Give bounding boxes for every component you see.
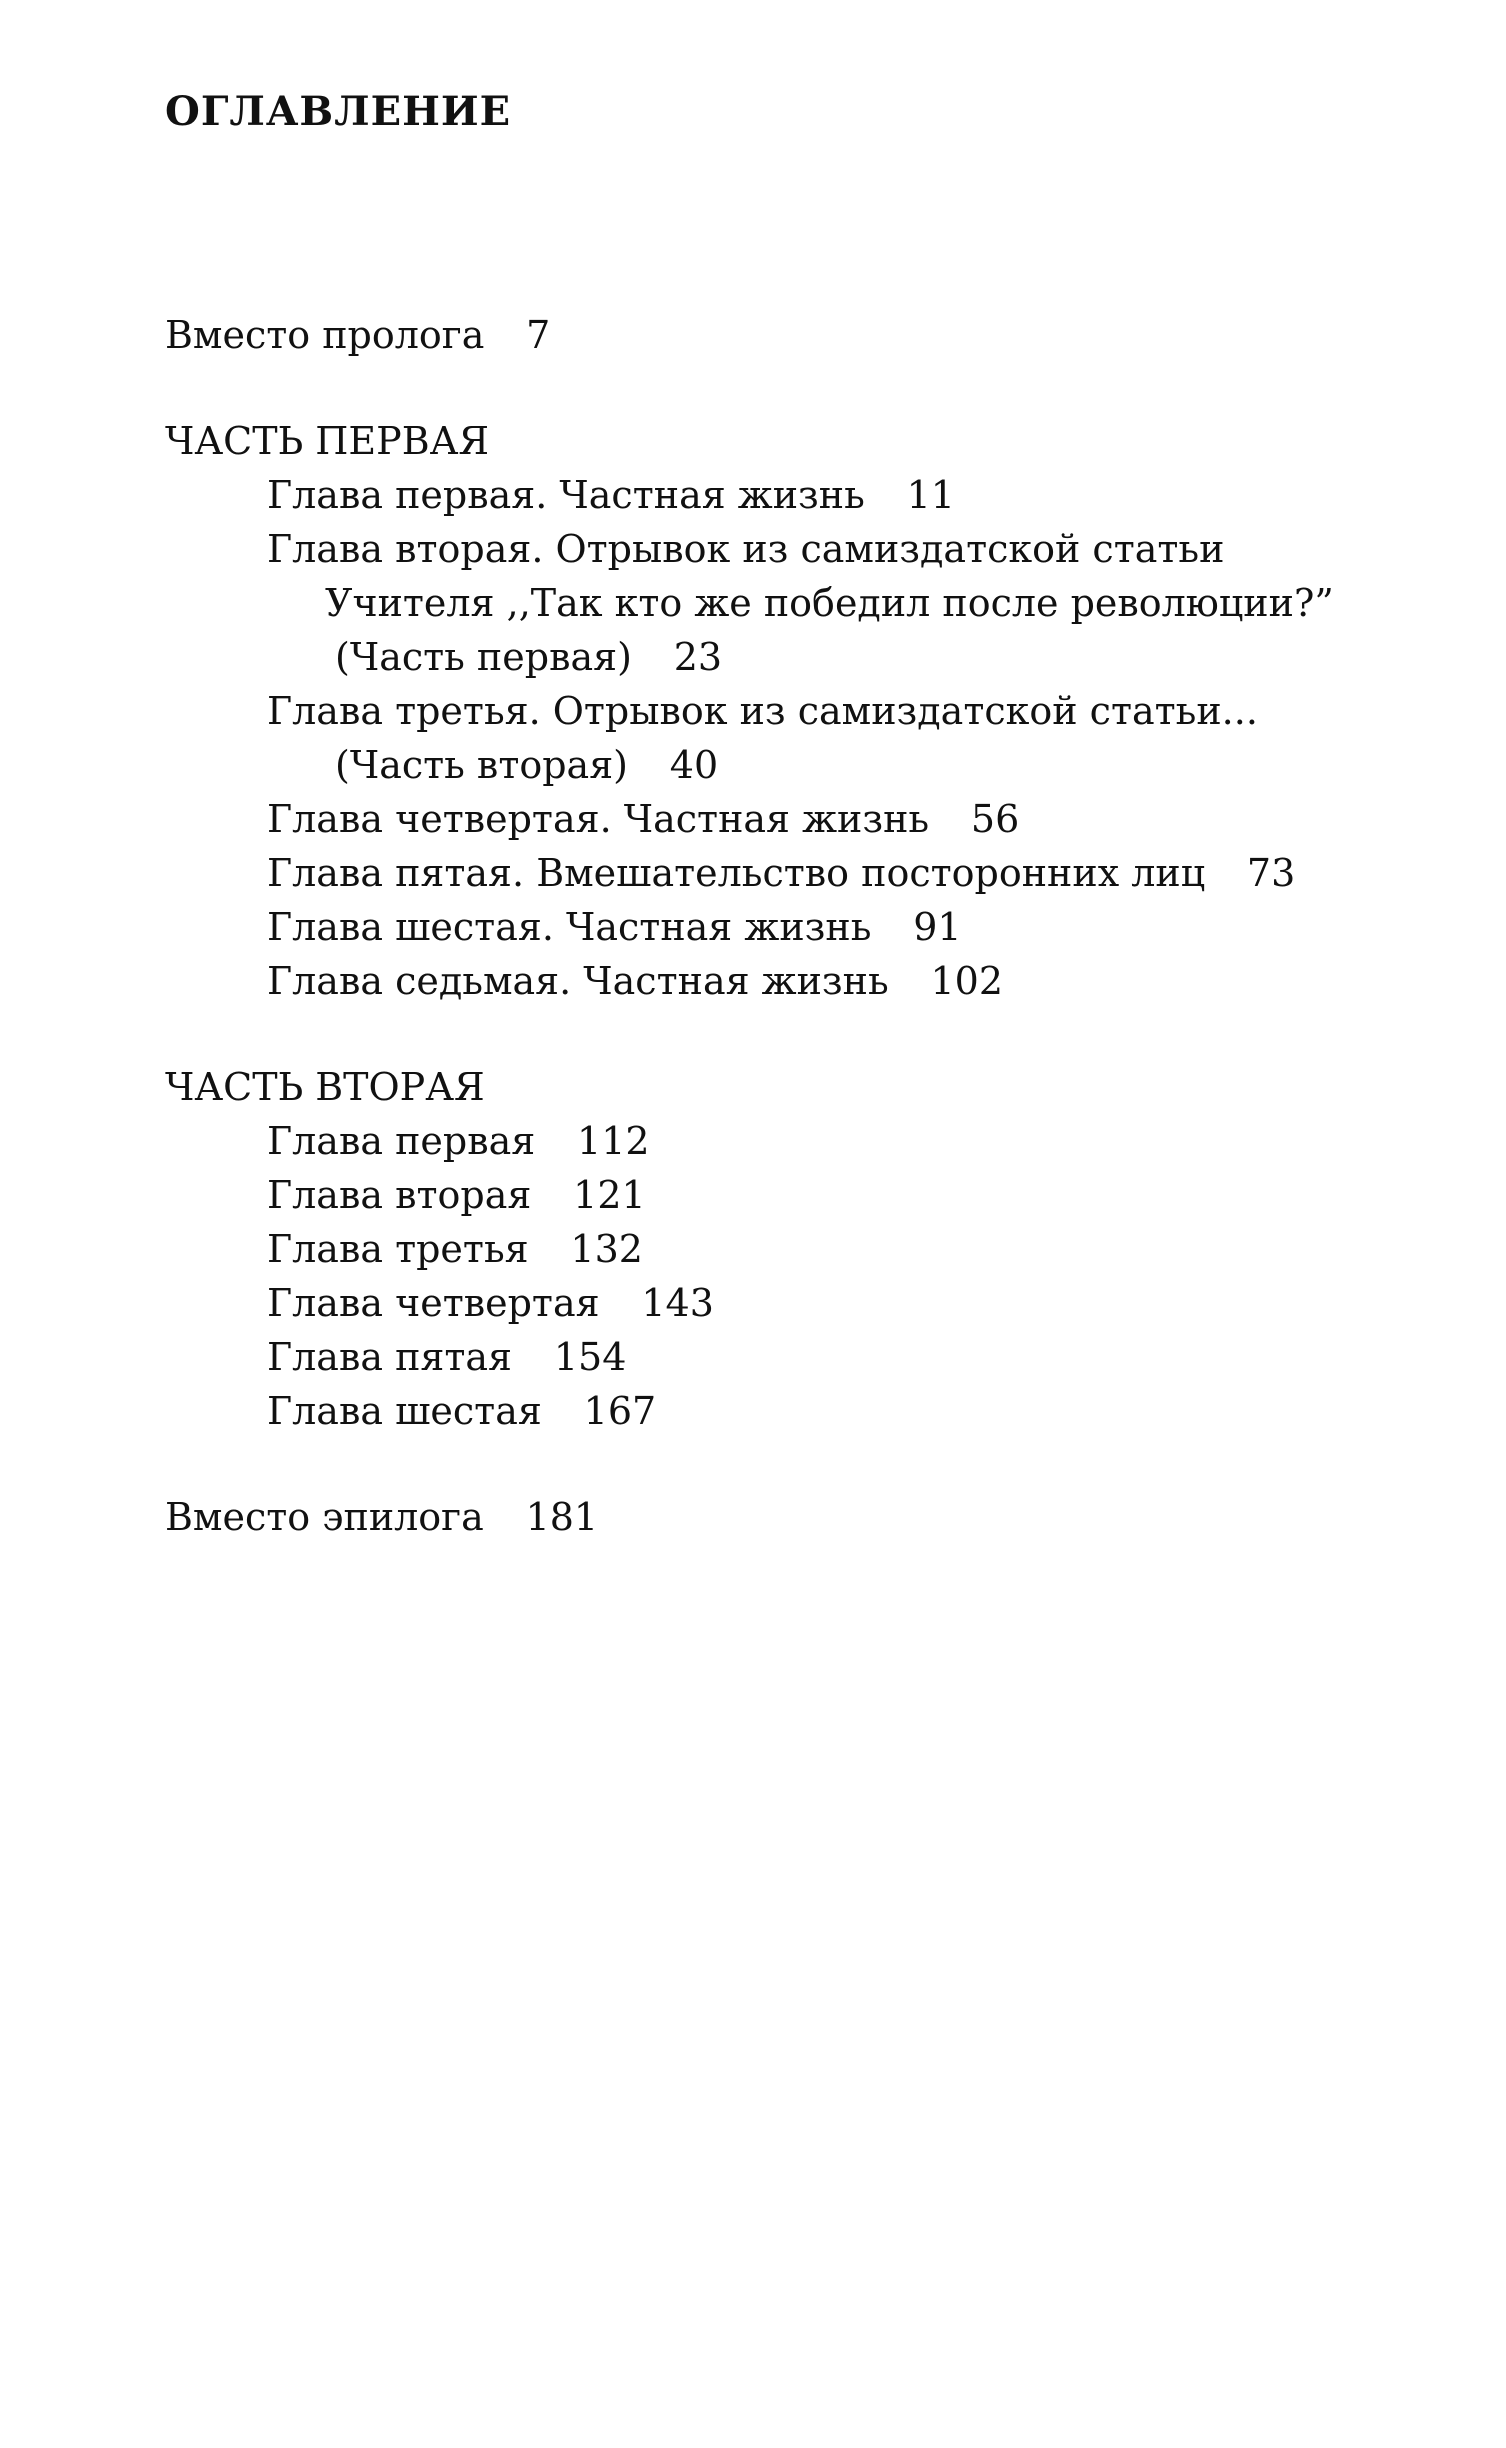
toc-entry-label: Глава шестая (267, 1389, 542, 1433)
toc-entry-part1-ch2-line3 (335, 630, 722, 684)
part-heading-1: ЧАСТЬ ПЕРВАЯ (165, 419, 490, 463)
toc-entry-label: (Часть вторая) (335, 743, 628, 787)
toc-page-number: 154 (553, 1335, 627, 1379)
toc-page-number: 73 (1246, 851, 1296, 895)
toc-entry-epilogue (165, 1490, 598, 1544)
toc-entry-label: Глава шестая. Частная жизнь (267, 905, 872, 949)
toc-entry-part1-ch4 (267, 792, 1019, 846)
toc-page-number: 181 (525, 1495, 599, 1539)
toc-entry-part1-ch3-line1: Глава третья. Отрывок из самиздатской статьи... (267, 689, 1258, 733)
toc-page-number: 121 (573, 1173, 646, 1217)
toc-entry-part1-ch5 (267, 846, 1295, 900)
toc-entry-part2-ch3 (267, 1222, 643, 1276)
toc-entry-label: Глава пятая. Вмешательство посторонних лиц (267, 851, 1206, 895)
toc-entry-part1-ch6 (267, 900, 962, 954)
toc-entry-part2-ch5 (267, 1330, 626, 1384)
toc-entry-part1-ch1 (267, 468, 955, 522)
toc-page-number: 91 (913, 905, 962, 949)
toc-page-number: 40 (669, 743, 719, 787)
toc-entry-label: (Часть первая) (335, 635, 632, 679)
toc-page-number: 167 (583, 1389, 657, 1433)
toc-page-number: 102 (930, 959, 1004, 1003)
toc-entry-part1-ch2-line2: Учителя ,,Так кто же победил после революции?” (325, 581, 1334, 625)
toc-page-number: 132 (570, 1227, 643, 1271)
page-title: ОГЛАВЛЕНИЕ (165, 88, 512, 135)
toc-entry-part1-ch3-line2 (335, 738, 718, 792)
toc-entry-part2-ch4 (267, 1276, 714, 1330)
toc-page-number: 11 (906, 473, 955, 517)
toc-entry-part2-ch6 (267, 1384, 656, 1438)
toc-page-number: 23 (673, 635, 723, 679)
toc-entry-label: Глава седьмая. Частная жизнь (267, 959, 889, 1003)
toc-entry-label: Глава первая. Частная жизнь (267, 473, 865, 517)
toc-entry-part1-ch7 (267, 954, 1003, 1008)
toc-entry-part2-ch2 (267, 1168, 646, 1222)
toc-page-number: 7 (526, 313, 551, 357)
toc-entry-part2-ch1 (267, 1114, 650, 1168)
toc-entry-label: Глава первая (267, 1119, 536, 1163)
toc-page-number: 56 (970, 797, 1020, 841)
part-heading-2: ЧАСТЬ ВТОРАЯ (165, 1065, 485, 1109)
toc-entry-label: Глава третья (267, 1227, 529, 1271)
toc-entry-label: Вместо пролога (165, 313, 485, 357)
toc-entry-label: Глава вторая (267, 1173, 532, 1217)
toc-entry-prologue (165, 308, 550, 362)
toc-entry-label: Глава пятая (267, 1335, 513, 1379)
toc-entry-label: Глава четвертая. Частная жизнь (267, 797, 930, 841)
toc-page-number: 112 (577, 1119, 650, 1163)
toc-entry-part1-ch2-line1: Глава вторая. Отрывок из самиздатской статьи (267, 527, 1225, 571)
toc-entry-label: Глава четвертая (267, 1281, 600, 1325)
toc-page-number: 143 (641, 1281, 714, 1325)
toc-entry-label: Вместо эпилога (165, 1495, 484, 1539)
